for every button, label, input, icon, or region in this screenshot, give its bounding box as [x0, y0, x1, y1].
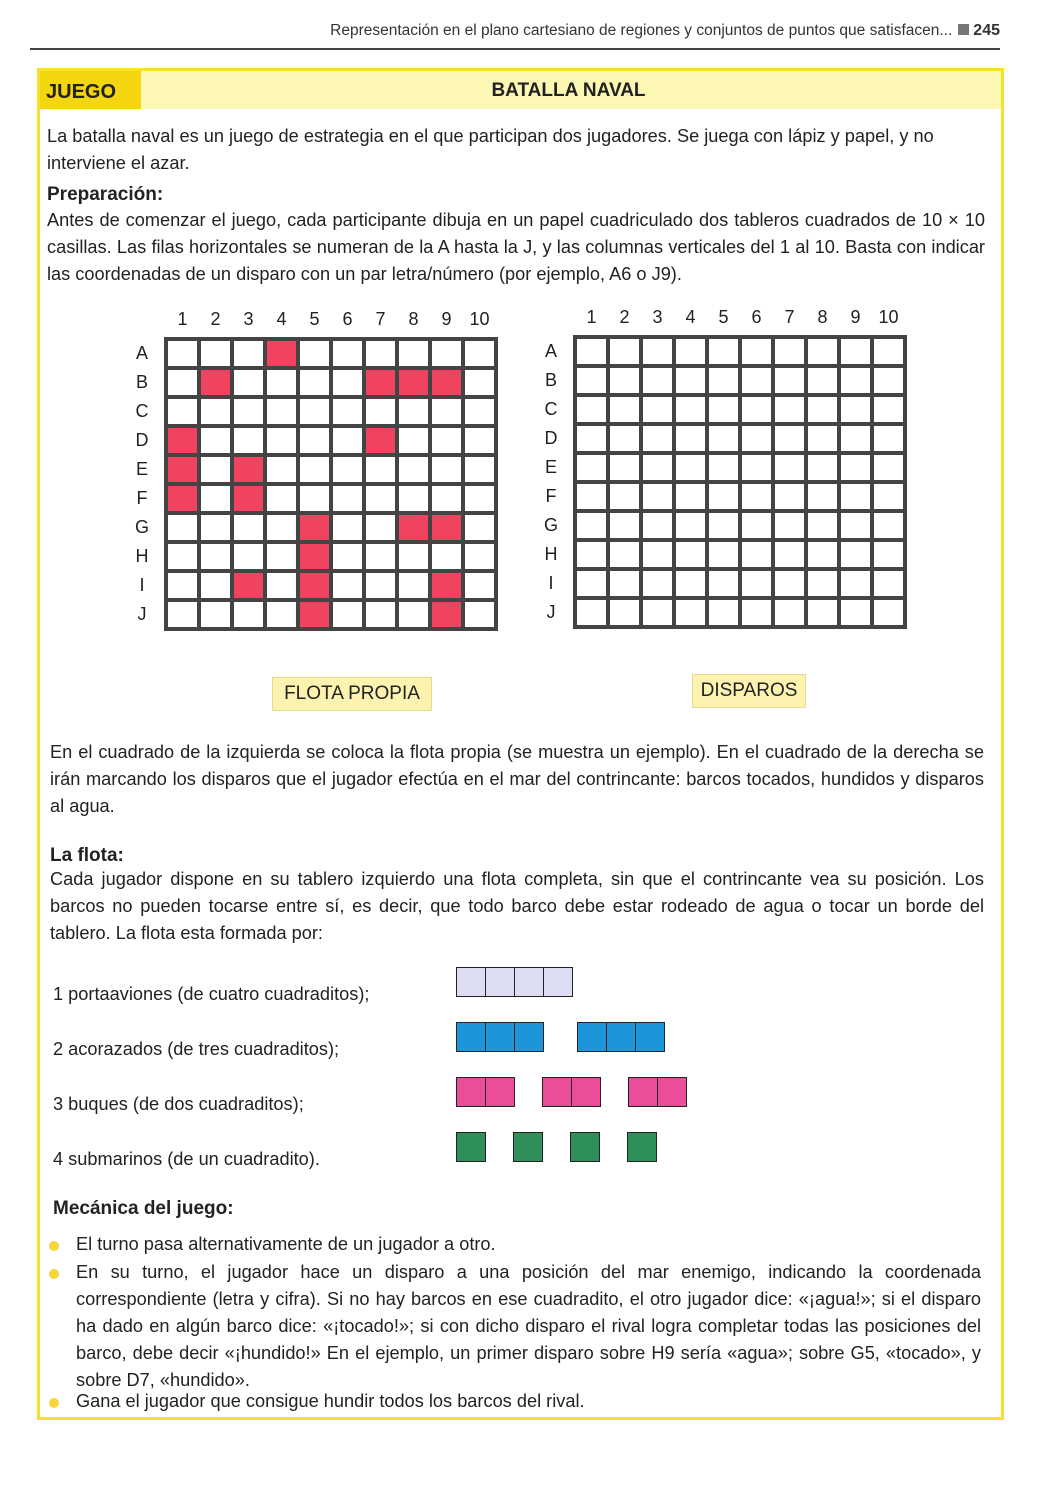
water-cell	[465, 370, 494, 395]
water-cell	[841, 455, 870, 480]
water-cell	[775, 455, 804, 480]
water-cell	[201, 573, 230, 598]
water-cell	[267, 544, 296, 569]
water-cell	[676, 513, 705, 538]
own-fleet-column-label: 2	[210, 309, 221, 329]
water-cell	[643, 368, 672, 393]
water-cell	[465, 399, 494, 424]
water-cell	[874, 339, 903, 364]
ship-shape	[456, 1077, 515, 1107]
own-fleet-caption: FLOTA PROPIA	[272, 677, 432, 711]
shots-column-label: 9	[850, 307, 861, 327]
water-cell	[808, 455, 837, 480]
water-cell	[577, 397, 606, 422]
flota-heading: La flota:	[50, 845, 124, 866]
ship-segment	[485, 1022, 514, 1052]
shots-column-label: 8	[817, 307, 828, 327]
water-cell	[333, 515, 362, 540]
fleet-item-ships: 3 buques (de dos cuadraditos);	[53, 1094, 304, 1114]
water-cell	[234, 428, 263, 453]
water-cell	[709, 455, 738, 480]
ship-cell	[399, 370, 428, 395]
water-cell	[709, 484, 738, 509]
water-cell	[300, 399, 329, 424]
water-cell	[577, 368, 606, 393]
water-cell	[709, 397, 738, 422]
water-cell	[432, 399, 461, 424]
water-cell	[168, 370, 197, 395]
water-cell	[267, 399, 296, 424]
water-cell	[709, 368, 738, 393]
water-cell	[201, 602, 230, 627]
game-box	[37, 68, 1004, 1420]
water-cell	[643, 339, 672, 364]
ship-cell	[234, 573, 263, 598]
water-cell	[465, 515, 494, 540]
ship-cell	[432, 515, 461, 540]
ship-segment	[485, 967, 514, 997]
water-cell	[841, 368, 870, 393]
water-cell	[841, 513, 870, 538]
water-cell	[577, 571, 606, 596]
water-cell	[709, 600, 738, 625]
water-cell	[168, 544, 197, 569]
water-cell	[874, 484, 903, 509]
water-cell	[775, 571, 804, 596]
water-cell	[300, 457, 329, 482]
ship-cell	[168, 428, 197, 453]
mecanica-heading: Mecánica del juego:	[53, 1198, 234, 1219]
water-cell	[201, 486, 230, 511]
ship-shape	[456, 967, 573, 997]
ship-segment	[485, 1077, 515, 1107]
water-cell	[577, 542, 606, 567]
ship-cell	[234, 457, 263, 482]
own-fleet-row-label: E	[135, 459, 148, 479]
water-cell	[465, 602, 494, 627]
ship-segment	[456, 1022, 485, 1052]
own-fleet-column-label: 1	[177, 309, 188, 329]
ship-segment	[514, 1022, 544, 1052]
bullet-dot	[49, 1398, 59, 1408]
water-cell	[577, 513, 606, 538]
fleet-item-carrier: 1 portaaviones (de cuatro cuadraditos);	[53, 984, 370, 1004]
water-cell	[874, 426, 903, 451]
water-cell	[676, 455, 705, 480]
own-fleet-row-label: B	[135, 372, 148, 392]
water-cell	[333, 428, 362, 453]
water-cell	[808, 397, 837, 422]
water-cell	[742, 600, 771, 625]
water-cell	[267, 486, 296, 511]
water-cell	[808, 571, 837, 596]
water-cell	[577, 339, 606, 364]
ship-shape	[577, 1022, 665, 1052]
shots-row-label: D	[544, 428, 558, 448]
own-fleet-row-label: I	[139, 575, 145, 595]
water-cell	[841, 426, 870, 451]
own-fleet-column-label: 6	[342, 309, 353, 329]
water-cell	[432, 486, 461, 511]
shots-column-label: 7	[784, 307, 795, 327]
fleet-item-battleships: 2 acorazados (de tres cuadraditos);	[53, 1039, 340, 1059]
ship-cell	[366, 428, 395, 453]
water-cell	[366, 515, 395, 540]
own-fleet-column-label: 4	[276, 309, 287, 329]
ship-segment	[456, 1132, 486, 1162]
own-fleet-column-label: 5	[309, 309, 320, 329]
water-cell	[742, 571, 771, 596]
water-cell	[874, 571, 903, 596]
ship-cell	[267, 341, 296, 366]
water-cell	[267, 370, 296, 395]
water-cell	[399, 602, 428, 627]
water-cell	[399, 399, 428, 424]
water-cell	[465, 544, 494, 569]
water-cell	[610, 513, 639, 538]
ship-cell	[168, 457, 197, 482]
water-cell	[168, 399, 197, 424]
water-cell	[333, 544, 362, 569]
preparacion-heading: Preparación:	[47, 184, 164, 205]
shots-row-label: C	[544, 399, 558, 419]
own-fleet-row-label: C	[135, 401, 149, 421]
water-cell	[366, 544, 395, 569]
water-cell	[610, 455, 639, 480]
water-cell	[333, 341, 362, 366]
water-cell	[201, 515, 230, 540]
ship-shape	[513, 1132, 543, 1162]
water-cell	[399, 428, 428, 453]
water-cell	[808, 542, 837, 567]
water-cell	[676, 542, 705, 567]
water-cell	[399, 573, 428, 598]
shots-column-label: 1	[586, 307, 597, 327]
shots-column-label: 2	[619, 307, 630, 327]
water-cell	[841, 600, 870, 625]
water-cell	[333, 399, 362, 424]
water-cell	[874, 513, 903, 538]
running-head	[30, 22, 1000, 50]
ship-cell	[300, 515, 329, 540]
water-cell	[234, 399, 263, 424]
water-cell	[399, 457, 428, 482]
flota-text: Cada jugador dispone en su tablero izquierdo una flota completa, sin que el contrincante vea su posición. Los barcos no pueden tocarse entre sí, es decir, que todo barco debe estar rodeado de agua o tocar un borde del tablero. La flota esta formada por:	[50, 869, 984, 943]
square-icon	[958, 24, 969, 35]
shots-column-label: 10	[878, 307, 899, 327]
ship-segment	[577, 1022, 606, 1052]
intro-text: La batalla naval es un juego de estrategia en el que participan dos jugadores. Se juega con lápiz y papel, y no interviene el azar.	[47, 126, 934, 173]
water-cell	[366, 457, 395, 482]
ship-segment	[543, 967, 573, 997]
water-cell	[709, 426, 738, 451]
water-cell	[432, 544, 461, 569]
ship-segment	[627, 1132, 657, 1162]
water-cell	[874, 397, 903, 422]
water-cell	[643, 600, 672, 625]
ship-shape	[542, 1077, 601, 1107]
shots-caption: DISPAROS	[692, 674, 806, 708]
page-number: 245	[973, 22, 1000, 39]
own-fleet-row-label: H	[135, 546, 149, 566]
water-cell	[874, 368, 903, 393]
water-cell	[432, 341, 461, 366]
ship-cell	[366, 370, 395, 395]
shots-column-label: 3	[652, 307, 663, 327]
water-cell	[709, 542, 738, 567]
water-cell	[577, 484, 606, 509]
water-cell	[643, 455, 672, 480]
water-cell	[577, 455, 606, 480]
own-fleet-row-label: D	[135, 430, 149, 450]
water-cell	[399, 544, 428, 569]
water-cell	[808, 484, 837, 509]
water-cell	[432, 428, 461, 453]
ship-segment	[657, 1077, 687, 1107]
water-cell	[267, 573, 296, 598]
shots-column-label: 4	[685, 307, 696, 327]
water-cell	[775, 600, 804, 625]
water-cell	[234, 370, 263, 395]
water-cell	[775, 397, 804, 422]
mecanica-bullet-2: En su turno, el jugador hace un disparo a una posición del mar enemigo, indicando la coordenada correspondiente (letra y cifra). Si no hay barcos en ese cuadradito, el otro jugador dice: «¡agua!»; si el disparo ha dado en algún barco dice: «¡tocado!»; si con dicho disparo el rival logra completar todas las posiciones del barco, debe decir «¡hundido!» En el ejemplo, un primer disparo sobre H9 sería «agua»; sobre G5, «tocado», y sobre D7, «hundido».	[76, 1262, 981, 1390]
water-cell	[267, 515, 296, 540]
box-header	[40, 71, 1001, 109]
water-cell	[300, 370, 329, 395]
water-cell	[432, 457, 461, 482]
own-fleet-row-label: A	[135, 343, 148, 363]
ship-segment	[456, 967, 485, 997]
shots-row-label: F	[545, 486, 557, 506]
shots-column-label: 6	[751, 307, 762, 327]
water-cell	[168, 341, 197, 366]
water-cell	[808, 513, 837, 538]
ship-segment	[628, 1077, 657, 1107]
water-cell	[676, 339, 705, 364]
ship-shape	[627, 1132, 657, 1162]
ship-segment	[513, 1132, 543, 1162]
water-cell	[841, 397, 870, 422]
fleet-item-submarines: 4 submarinos (de un cuadradito).	[53, 1149, 320, 1169]
water-cell	[643, 542, 672, 567]
water-cell	[234, 341, 263, 366]
own-fleet-column-label: 10	[469, 309, 490, 329]
ship-segment	[456, 1077, 485, 1107]
water-cell	[234, 544, 263, 569]
water-cell	[808, 600, 837, 625]
water-cell	[742, 455, 771, 480]
ship-cell	[432, 370, 461, 395]
water-cell	[676, 600, 705, 625]
water-cell	[465, 341, 494, 366]
box-title: BATALLA NAVAL	[491, 80, 646, 101]
water-cell	[366, 341, 395, 366]
water-cell	[610, 600, 639, 625]
water-cell	[742, 368, 771, 393]
water-cell	[201, 399, 230, 424]
shots-row-label: E	[544, 457, 557, 477]
water-cell	[775, 484, 804, 509]
water-cell	[465, 573, 494, 598]
water-cell	[643, 484, 672, 509]
water-cell	[577, 426, 606, 451]
ship-cell	[168, 486, 197, 511]
ship-segment	[514, 967, 543, 997]
water-cell	[676, 571, 705, 596]
ship-cell	[201, 370, 230, 395]
water-cell	[201, 341, 230, 366]
water-cell	[300, 341, 329, 366]
water-cell	[643, 571, 672, 596]
water-cell	[610, 368, 639, 393]
water-cell	[841, 571, 870, 596]
water-cell	[742, 513, 771, 538]
water-cell	[742, 484, 771, 509]
water-cell	[300, 428, 329, 453]
water-cell	[465, 486, 494, 511]
mecanica-bullet-3: Gana el jugador que consigue hundir todos los barcos del rival.	[76, 1391, 585, 1411]
water-cell	[709, 339, 738, 364]
box-tag: JUEGO	[40, 71, 141, 109]
water-cell	[201, 457, 230, 482]
water-cell	[841, 339, 870, 364]
water-cell	[643, 426, 672, 451]
own-fleet-row-label: J	[137, 604, 147, 624]
water-cell	[610, 426, 639, 451]
own-fleet-column-label: 3	[243, 309, 254, 329]
water-cell	[775, 339, 804, 364]
own-fleet-row-label: G	[134, 517, 149, 537]
ship-shape	[628, 1077, 687, 1107]
water-cell	[168, 515, 197, 540]
water-cell	[610, 397, 639, 422]
water-cell	[610, 571, 639, 596]
ship-shape	[456, 1022, 544, 1052]
water-cell	[333, 486, 362, 511]
water-cell	[267, 457, 296, 482]
water-cell	[168, 573, 197, 598]
water-cell	[808, 426, 837, 451]
ship-shape	[570, 1132, 600, 1162]
water-cell	[742, 542, 771, 567]
ship-segment	[542, 1077, 571, 1107]
ship-cell	[300, 544, 329, 569]
water-cell	[874, 542, 903, 567]
bullet-dot	[49, 1241, 59, 1251]
water-cell	[234, 602, 263, 627]
ship-segment	[635, 1022, 665, 1052]
water-cell	[201, 544, 230, 569]
water-cell	[775, 513, 804, 538]
shots-row-label: B	[544, 370, 557, 390]
own-fleet-row-label: F	[136, 488, 148, 508]
water-cell	[333, 602, 362, 627]
water-cell	[775, 542, 804, 567]
shots-grid	[573, 335, 907, 629]
own-fleet-column-label: 9	[441, 309, 452, 329]
water-cell	[676, 397, 705, 422]
water-cell	[775, 368, 804, 393]
water-cell	[841, 484, 870, 509]
water-cell	[234, 515, 263, 540]
water-cell	[333, 370, 362, 395]
water-cell	[742, 339, 771, 364]
own-fleet-grid	[164, 337, 498, 631]
water-cell	[366, 399, 395, 424]
water-cell	[577, 600, 606, 625]
water-cell	[399, 486, 428, 511]
water-cell	[808, 368, 837, 393]
water-cell	[610, 339, 639, 364]
water-cell	[366, 486, 395, 511]
water-cell	[709, 571, 738, 596]
water-cell	[366, 573, 395, 598]
water-cell	[610, 542, 639, 567]
water-cell	[874, 600, 903, 625]
mecanica-bullet-1: El turno pasa alternativamente de un jugador a otro.	[76, 1234, 496, 1254]
ship-shape	[456, 1132, 486, 1162]
ship-segment	[571, 1077, 601, 1107]
water-cell	[676, 426, 705, 451]
water-cell	[676, 484, 705, 509]
water-cell	[709, 513, 738, 538]
water-cell	[168, 602, 197, 627]
water-cell	[643, 513, 672, 538]
ship-cell	[300, 602, 329, 627]
water-cell	[808, 339, 837, 364]
water-cell	[399, 341, 428, 366]
water-cell	[333, 573, 362, 598]
water-cell	[874, 455, 903, 480]
shots-row-label: H	[544, 544, 558, 564]
ship-cell	[399, 515, 428, 540]
own-fleet-column-label: 7	[375, 309, 386, 329]
water-cell	[333, 457, 362, 482]
water-cell	[465, 457, 494, 482]
shots-row-label: A	[544, 341, 557, 361]
after-boards-text: En el cuadrado de la izquierda se coloca la flota propia (se muestra un ejemplo). En el cuadrado de la derecha se irán marcando los disparos que el jugador efectúa en el mar del contrincante: barcos tocados, hundidos y disparos al agua.	[50, 742, 984, 816]
water-cell	[841, 542, 870, 567]
water-cell	[610, 484, 639, 509]
shots-row-label: J	[546, 602, 556, 622]
ship-cell	[234, 486, 263, 511]
water-cell	[775, 426, 804, 451]
running-head-text: Representación en el plano cartesiano de regiones y conjuntos de puntos que satisfacen...	[330, 22, 953, 39]
water-cell	[742, 397, 771, 422]
water-cell	[465, 428, 494, 453]
water-cell	[201, 428, 230, 453]
water-cell	[267, 602, 296, 627]
bullet-dot	[49, 1269, 59, 1279]
shots-row-label: G	[543, 515, 558, 535]
own-fleet-column-label: 8	[408, 309, 419, 329]
shots-column-label: 5	[718, 307, 729, 327]
water-cell	[300, 486, 329, 511]
ship-cell	[432, 602, 461, 627]
ship-segment	[606, 1022, 635, 1052]
shots-row-label: I	[548, 573, 554, 593]
water-cell	[366, 602, 395, 627]
preparacion-text: Antes de comenzar el juego, cada participante dibuja en un papel cuadriculado dos tableros cuadrados de 10 × 10 casillas. Las filas horizontales se numeran de la A hasta la J, y las columnas verticales del 1 al 10. Basta con indicar las coordenadas de un disparo con un par letra/número (por ejemplo, A6 o J9).	[47, 210, 985, 284]
ship-cell	[300, 573, 329, 598]
ship-cell	[432, 573, 461, 598]
water-cell	[643, 397, 672, 422]
water-cell	[742, 426, 771, 451]
water-cell	[676, 368, 705, 393]
ship-segment	[570, 1132, 600, 1162]
water-cell	[267, 428, 296, 453]
